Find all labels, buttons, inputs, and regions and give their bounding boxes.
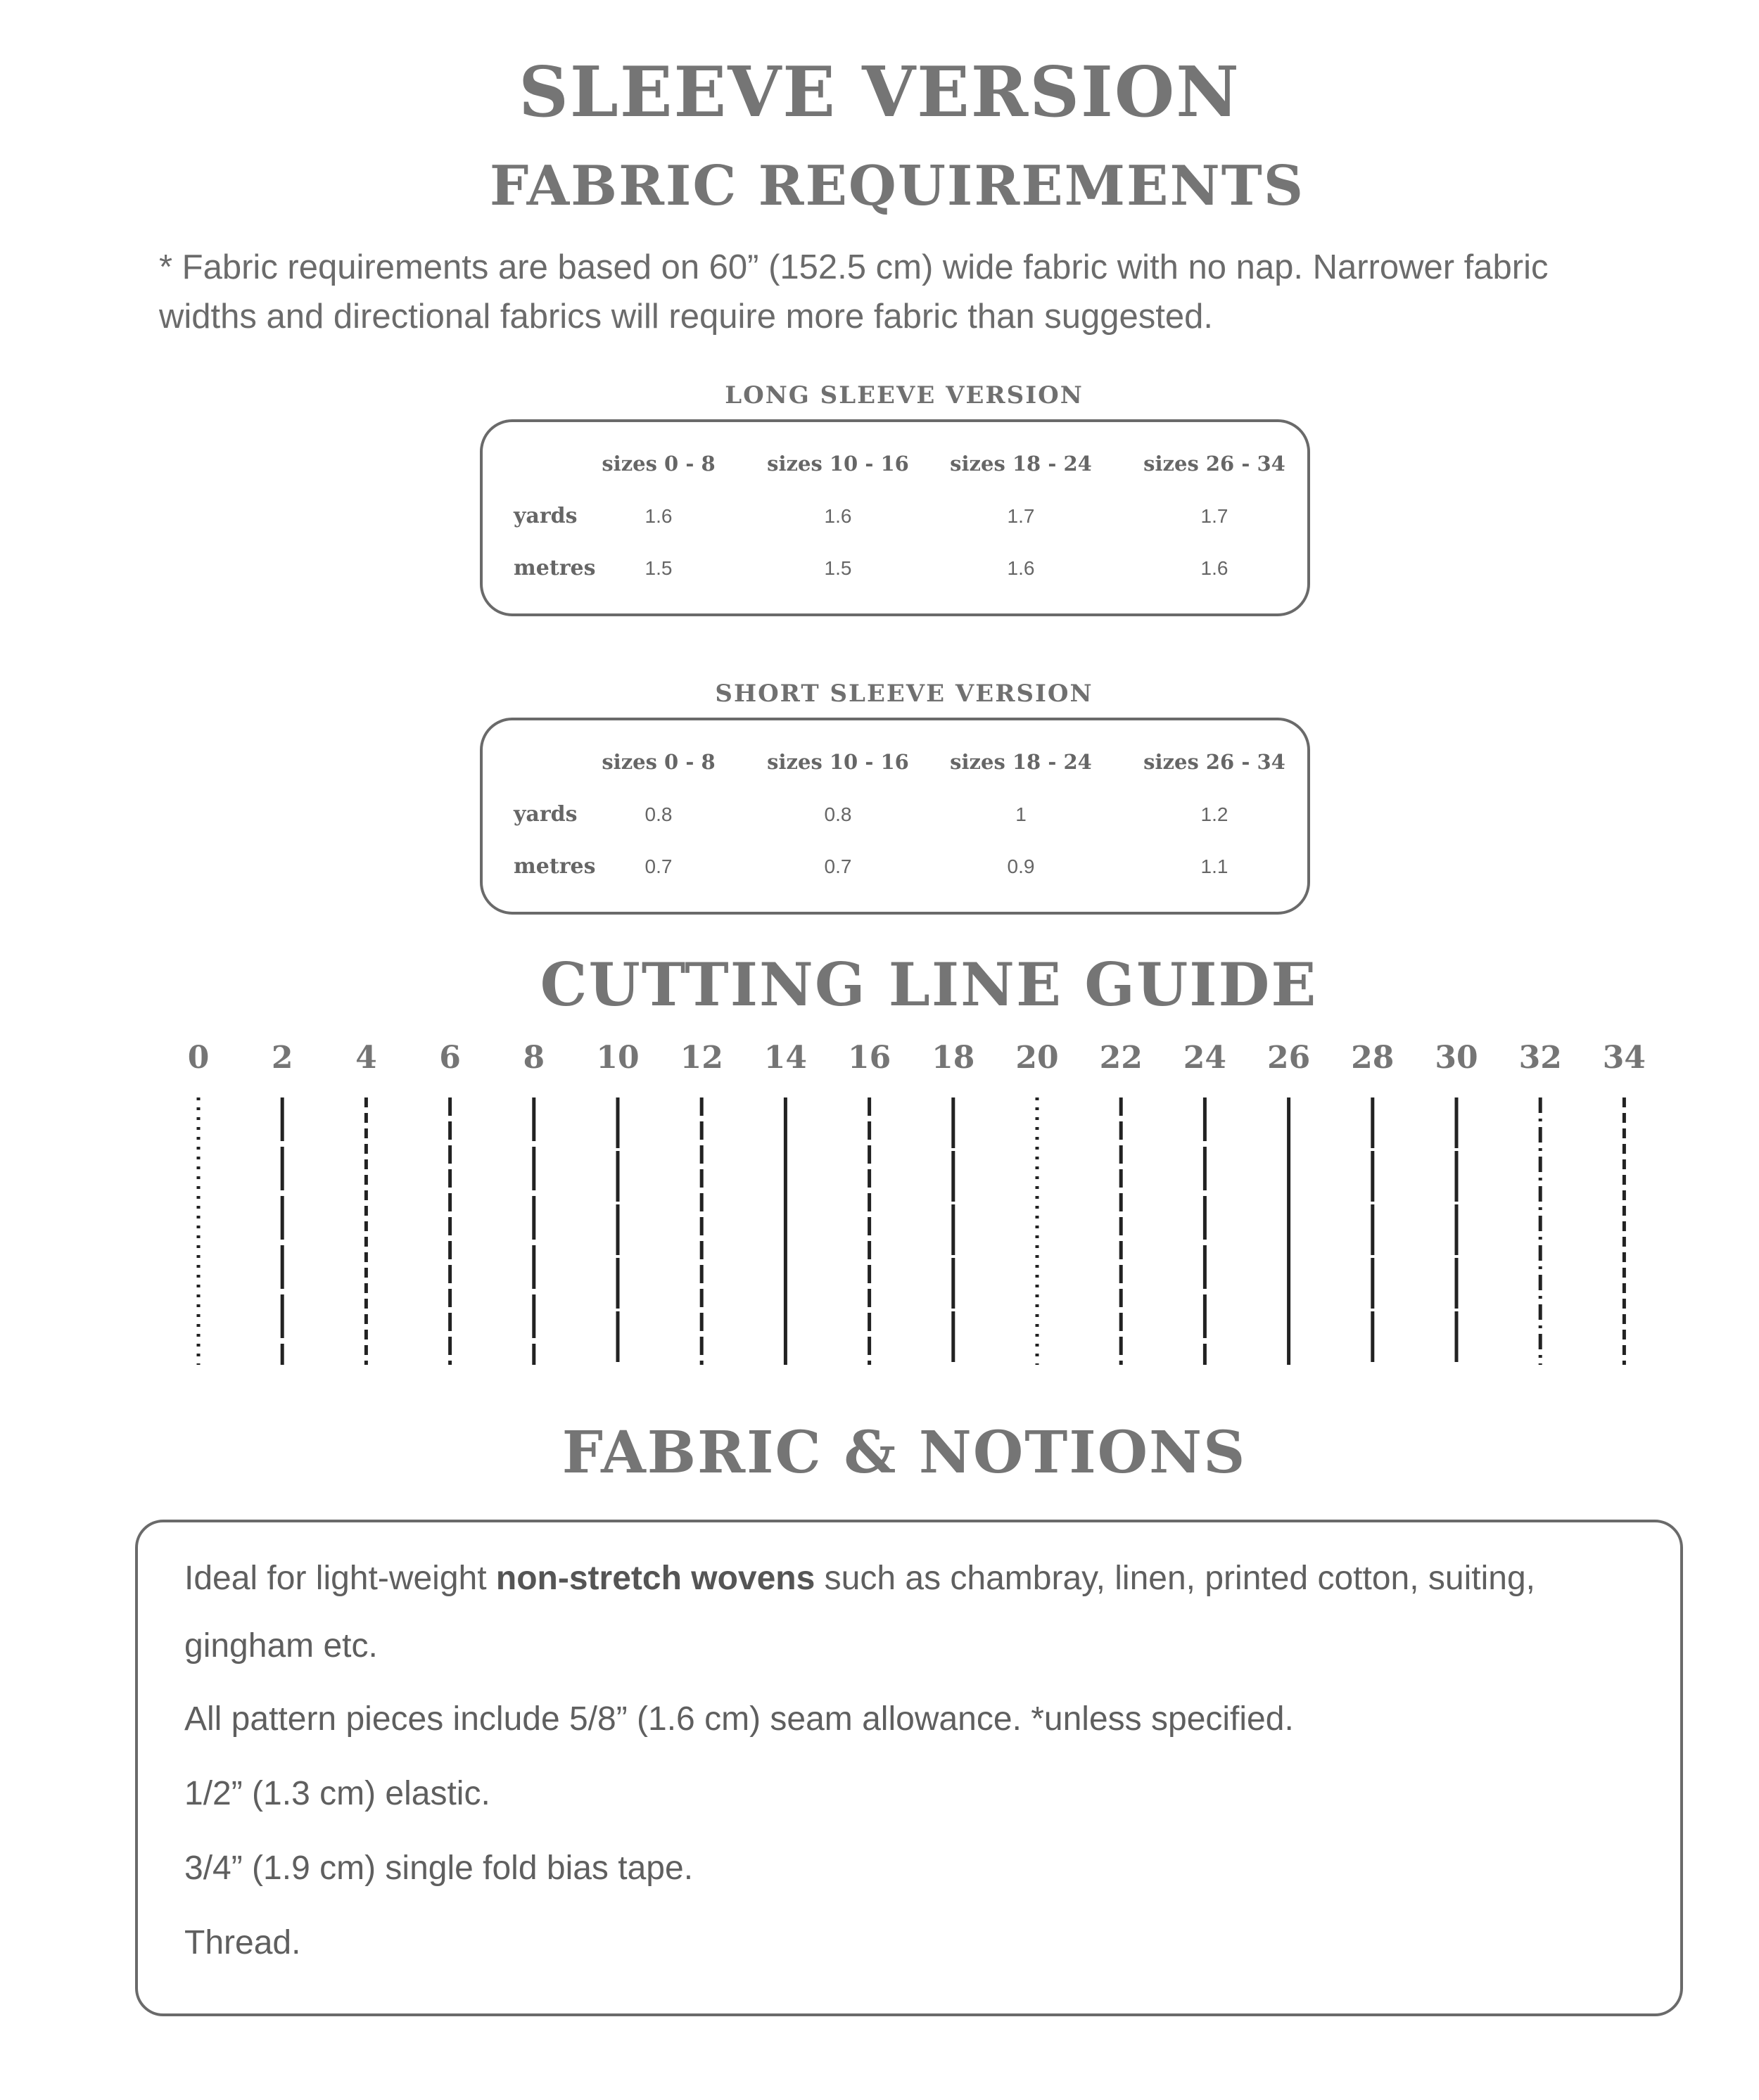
page-title: SLEEVE VERSION <box>519 52 1240 133</box>
row-label-yards: yards <box>514 802 578 827</box>
size-label: 26 <box>1266 1040 1311 1076</box>
notion-line-3: All pattern pieces include 5/8” (1.6 cm) seam allowance. *unless specified. <box>184 1700 1294 1738</box>
size-label: 32 <box>1518 1040 1562 1076</box>
column-header: sizes 26 - 34 <box>1143 452 1285 476</box>
size-label: 22 <box>1099 1040 1143 1076</box>
table-cell: 0.9 <box>1007 855 1035 877</box>
cutting-guide-title: CUTTING LINE GUIDE <box>540 950 1318 1019</box>
table-cell: 1.6 <box>644 505 673 527</box>
size-label: 20 <box>1015 1040 1059 1076</box>
short-sleeve-table <box>480 718 1310 915</box>
page-subtitle: FABRIC REQUIREMENTS <box>489 154 1305 218</box>
column-header: sizes 0 - 8 <box>602 452 716 476</box>
table-cell: 1.6 <box>824 505 852 527</box>
long-sleeve-table <box>480 419 1310 616</box>
column-header: sizes 10 - 16 <box>767 750 909 774</box>
notion-line-6: Thread. <box>184 1924 301 1961</box>
intro-line-1: * Fabric requirements are based on 60” (152.5 cm) wide fabric with no nap. Narrower fabric <box>159 248 1549 286</box>
row-label-metres: metres <box>514 854 596 879</box>
column-header: sizes 18 - 24 <box>950 452 1092 476</box>
table-cell: 1.1 <box>1200 855 1228 877</box>
row-label-metres: metres <box>514 556 596 580</box>
intro-line-2: widths and directional fabrics will require more fabric than suggested. <box>159 298 1213 336</box>
table-cell: 0.8 <box>824 803 852 825</box>
notion-line-5: 3/4” (1.9 cm) single fold bias tape. <box>184 1850 694 1887</box>
size-label: 2 <box>271 1040 293 1076</box>
notion-bold-text: non-stretch wovens <box>495 1560 815 1597</box>
table-cell: 1.6 <box>1007 557 1035 579</box>
short-sleeve-title: SHORT SLEEVE VERSION <box>715 680 1093 708</box>
notion-line-1 <box>184 1559 1535 1598</box>
size-label: 4 <box>355 1040 377 1076</box>
table-cell: 1.5 <box>644 557 673 579</box>
column-header: sizes 0 - 8 <box>602 750 716 774</box>
column-header: sizes 18 - 24 <box>950 750 1092 774</box>
size-label: 0 <box>187 1040 210 1076</box>
size-label: 24 <box>1183 1040 1227 1076</box>
notion-text: such as chambray, linen, printed cotton, suiting, <box>815 1560 1535 1597</box>
long-sleeve-title: LONG SLEEVE VERSION <box>725 381 1084 409</box>
notions-box <box>135 1520 1683 2016</box>
size-label: 14 <box>763 1040 808 1076</box>
table-cell: 1.7 <box>1007 505 1035 527</box>
column-header: sizes 26 - 34 <box>1143 750 1285 774</box>
size-label: 8 <box>523 1040 545 1076</box>
notion-text: Ideal for light-weight <box>184 1560 496 1597</box>
table-cell: 1.6 <box>1200 557 1228 579</box>
size-label: 30 <box>1435 1040 1478 1076</box>
table-cell: 0.8 <box>644 803 673 825</box>
table-cell: 1 <box>1015 803 1027 825</box>
size-label: 34 <box>1602 1040 1646 1076</box>
notion-line-4: 1/2” (1.3 cm) elastic. <box>184 1775 490 1812</box>
size-label: 10 <box>596 1040 640 1076</box>
notion-line-2: gingham etc. <box>184 1627 378 1665</box>
column-header: sizes 10 - 16 <box>767 452 909 476</box>
size-label: 28 <box>1351 1040 1395 1076</box>
size-label: 6 <box>439 1040 461 1076</box>
intro-paragraph <box>159 243 1672 341</box>
table-cell: 1.5 <box>824 557 852 579</box>
table-cell: 0.7 <box>824 855 852 877</box>
cutting-line-guide <box>0 1034 1759 1372</box>
table-cell: 0.7 <box>644 855 673 877</box>
table-cell: 1.7 <box>1200 505 1228 527</box>
table-cell: 1.2 <box>1200 803 1228 825</box>
size-label: 18 <box>932 1040 975 1076</box>
size-label: 12 <box>680 1040 723 1076</box>
size-label: 16 <box>847 1040 891 1076</box>
row-label-yards: yards <box>514 504 578 528</box>
notions-title: FABRIC & NOTIONS <box>561 1419 1247 1487</box>
